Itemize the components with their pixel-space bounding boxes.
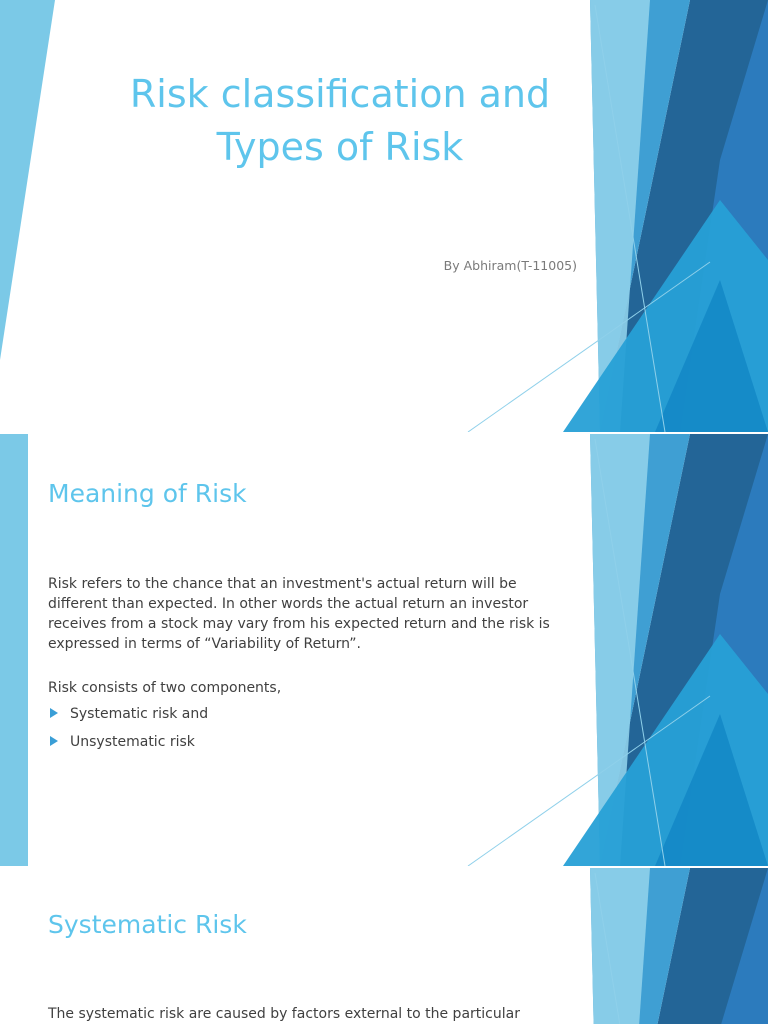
title-line-1: Risk classification and: [129, 72, 551, 116]
slide-title: [60, 68, 620, 174]
body-paragraph: Risk refers to the chance that an investment's actual return will be different than expected. In other words the actual return an investor receives from a stock may vary from his expected return and the risk is expressed in terms of “Variability of Return”.: [48, 576, 550, 652]
title-line-2: Types of Risk: [216, 125, 464, 169]
slide-1[interactable]: [0, 0, 768, 432]
slide-decoration: [0, 868, 768, 1024]
bullet-list: [48, 704, 558, 752]
body-intro: Risk consists of two components,: [48, 680, 282, 696]
slide-body: [48, 1004, 558, 1024]
slide-heading: Meaning of Risk: [48, 479, 247, 508]
list-item: [48, 704, 558, 724]
list-item: [48, 732, 558, 752]
bullet-text: Unsystematic risk: [70, 734, 195, 750]
triangle-bullet-icon: [50, 708, 58, 718]
body-paragraph: The systematic risk are caused by factors external to the particular: [48, 1006, 520, 1022]
slide-body: [48, 574, 558, 760]
bullet-text: Systematic risk and: [70, 706, 209, 722]
slide-decoration: [0, 0, 768, 432]
triangle-bullet-icon: [50, 736, 58, 746]
slide-2[interactable]: [0, 434, 768, 866]
slide-3[interactable]: [0, 868, 768, 1024]
slide-heading: Systematic Risk: [48, 910, 247, 939]
byline: By Abhiram(T-11005): [443, 258, 577, 273]
